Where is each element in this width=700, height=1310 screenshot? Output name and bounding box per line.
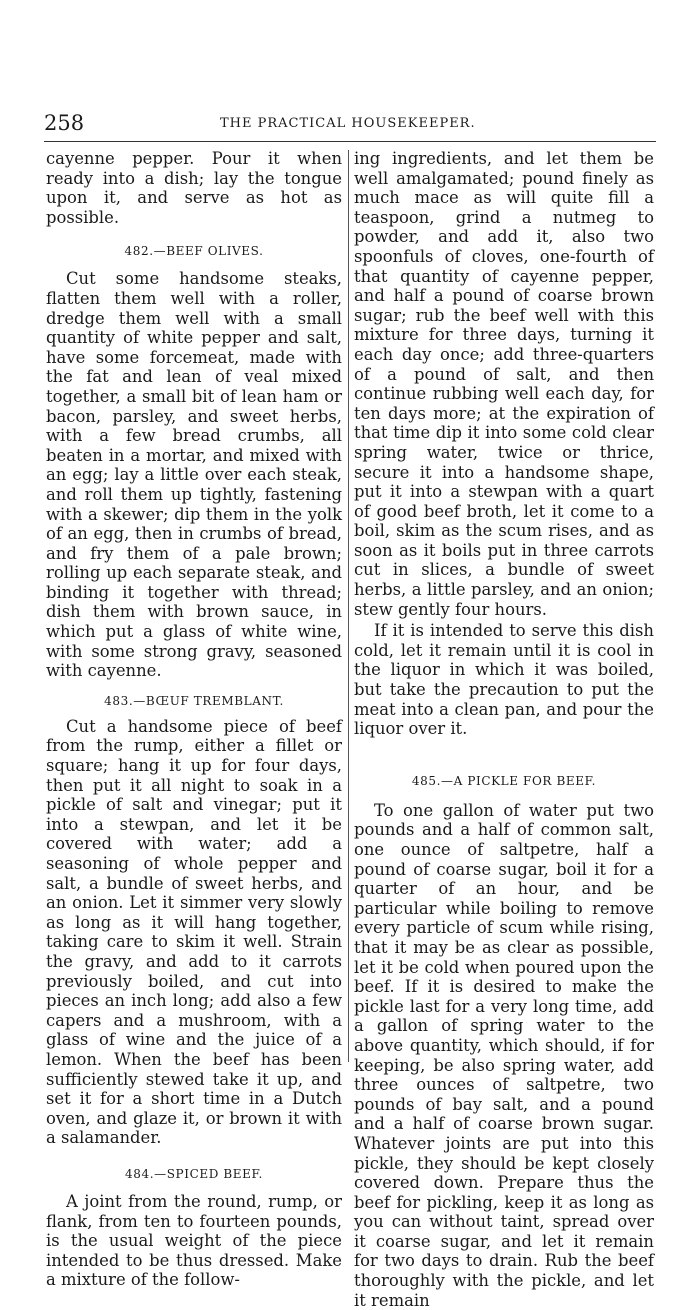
paragraph-beef-olives: Cut some handsome steaks, flatten them well with a roller, dredge them well with a small quantity of white pepper and salt, have some forcemeat, made with the fat and lean of veal mixed together, a small bit of lean ham or bacon, parsley, and sweet herbs, with a few bread crumbs, all beaten in a mortar, and mixed with an egg; lay a little over each steak, and roll them up tightly, fastening with a skewer; dip them in the yolk of an egg, then in crumbs of bread, and fry them of a pale brown; rolling up each separate steak, and binding it together with thread; dish them with brown sauce, in which put a glass of white wine, with some strong gravy, seasoned with cayenne. [46, 269, 342, 681]
recipe-heading-484: 484.—SPICED BEEF. [125, 1166, 263, 1181]
page-number: 258 [44, 111, 85, 135]
recipe-heading-485: 485.—A PICKLE FOR BEEF. [411, 773, 597, 788]
paragraph-spiced-beef-continued: ing ingredients, and let them be well amalgamated; pound finely as much mace as will quite fill a teaspoon, grind a nutmeg to powder, and add it, also two spoonfuls of cloves, one-fourth of that quantity of cayenne pepper, and half a pound of coarse brown sugar; rub the beef well with this mixture for three days, turning it each day once; add three-quarters of a pound of salt, and then continue rubbing well each day, for ten days more; at the expiration of that time dip it into some cold clear spring water, twice or thrice, secure it into a handsome shape, put it into a stewpan with a quart of good beef broth, let it come to a boil, skim as the scum rises, and as soon as it boils put in three carrots cut in slices, a bundle of sweet herbs, a little parsley, and an onion; stew gently four hours. [354, 149, 654, 619]
right-column [354, 149, 654, 1310]
paragraph-spiced-beef-cold: If it is intended to serve this dish cold, let it remain until it is cool in the liquor in which it was boiled, but take the precaution to put the meat into a clean pan, and pour the liquor over it. [354, 621, 654, 739]
recipe-heading-483: 483.—BŒUF TREMBLANT. [104, 693, 284, 708]
column-divider [348, 150, 349, 1062]
page-header [44, 110, 656, 140]
left-column [46, 149, 342, 1290]
paragraph-pickle-for-beef: To one gallon of water put two pounds and a half of common salt, one ounce of saltpetre, half a pound of coarse sugar, boil it for a quarter of an hour, and be particular while boiling to remove every particle of scum while rising, that it may be as clear as possible, let it be cold when poured upon the beef. If it is desired to make the pickle last for a very long time, add a gallon of spring water to the above quantity, which should, if for keeping, be also spring water, add three ounces of saltpetre, two pounds of bay salt, and a pound and a half of coarse brown sugar. Whatever joints are put into this pickle, they should be kept closely covered down. Prepare thus the beef for pickling, keep it as long as you can without taint, spread over it coarse sugar, and let it remain for two days to drain. Rub the beef thoroughly with the pickle, and let it remain [354, 800, 654, 1310]
header-rule [44, 141, 656, 142]
running-title: THE PRACTICAL HOUSEKEEPER. [220, 116, 476, 131]
recipe-heading-482: 482.—BEEF OLIVES. [124, 244, 264, 259]
paragraph-tongue-end: cayenne pepper. Pour it when ready into a dish; lay the tongue upon it, and serve as hot as possible. [46, 149, 342, 227]
paragraph-boeuf-tremblant: Cut a handsome piece of beef from the rump, either a fillet or square; hang it up for four days, then put it all night to soak in a pickle of salt and vinegar; put it into a stewpan, and let it be covered with water; add a seasoning of whole pepper and salt, a bundle of sweet herbs, and an onion. Let it simmer very slowly as long as it will hang together, taking care to skim it well. Strain the gravy, and add to it carrots previously boiled, and cut into pieces an inch long; add also a few capers and a mushroom, with a glass of wine and the juice of a lemon. When the beef has been sufficiently stewed take it up, and set it for a short time in a Dutch oven, and glaze it, or brown it with a salamander. [46, 716, 342, 1148]
paragraph-spiced-beef: A joint from the round, rump, or flank, from ten to fourteen pounds, is the usual weight of the piece intended to be thus dressed. Make a mixture of the follow- [46, 1191, 342, 1290]
